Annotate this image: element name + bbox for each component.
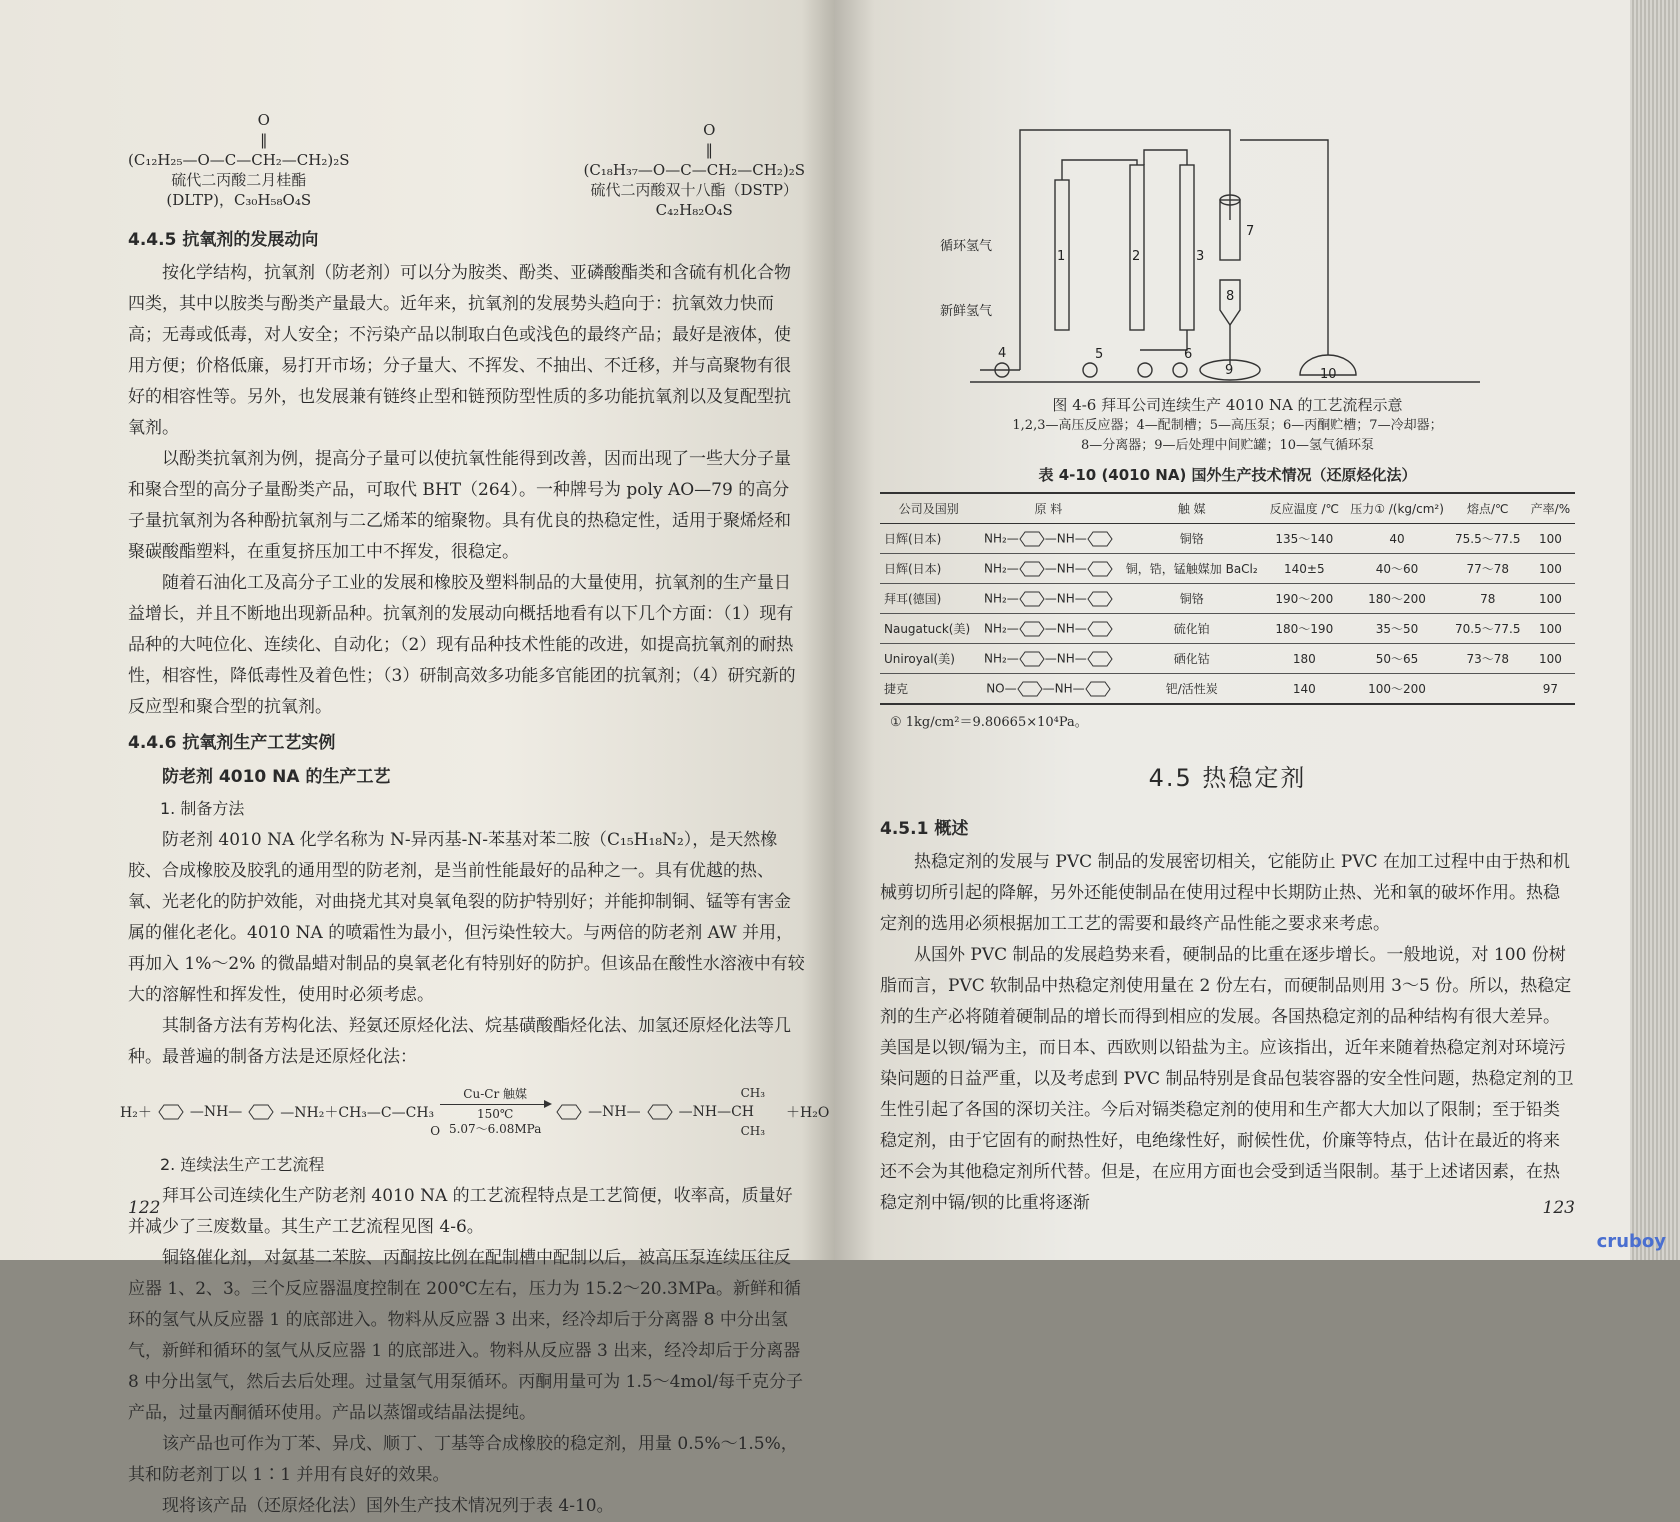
num-2: 2 <box>1132 249 1141 264</box>
cell-material <box>978 614 1120 644</box>
cell-company: 日辉(日本) <box>880 524 978 554</box>
cell-temperature: 140 <box>1264 674 1344 705</box>
material-prefix: NH₂— <box>983 531 1019 545</box>
paragraph: 拜耳公司连续化生产防老剂 4010 NA 的工艺流程特点是工艺简便，收率高，质量好并减少了三废数量。其生产工艺流程见图 4-6。 <box>128 1186 793 1237</box>
cell-yield: 100 <box>1526 584 1575 614</box>
table-header: 反应温度 /℃ <box>1264 493 1344 524</box>
production-table <box>880 492 1575 705</box>
cell-catalyst: 铜铬 <box>1119 524 1264 554</box>
tank-6 <box>1173 363 1187 377</box>
table-header: 熔点/℃ <box>1450 493 1526 524</box>
table-footnote: ① 1kg/cm²＝9.80665×10⁴Pa。 <box>890 715 1088 730</box>
cell-catalyst: 铜，锆，锰触媒加 BaCl₂ <box>1119 554 1264 584</box>
cell-material <box>978 674 1120 705</box>
benzene-ring-icon <box>158 1104 184 1120</box>
cell-material <box>978 554 1120 584</box>
eq-pressure: 5.07～6.08MPa <box>448 1122 542 1136</box>
table-row <box>880 584 1575 614</box>
pump-5 <box>1083 363 1097 377</box>
cell-catalyst: 硫化铂 <box>1119 614 1264 644</box>
section-heading-4-5-1: 4.5.1 概述 <box>880 819 969 839</box>
table-row <box>880 554 1575 584</box>
eq-h2: H₂＋ <box>120 1105 152 1121</box>
cell-material <box>978 584 1120 614</box>
eq-carbonyl-o: O <box>430 1124 441 1138</box>
material-prefix: NH₂— <box>983 651 1019 665</box>
paragraph: 按化学结构，抗氧剂（防老剂）可以分为胺类、酚类、亚磷酸酯类和含硫有机化合物四类，其中以胺类与酚类产量最大。近年来，抗氧剂的发展势头趋向于：抗氧效力快而高；无毒或低毒，对人安全；不污染产品以制取白色或浅色的最终产品；最好是液体，使用方便；价格低廉，易打开市场；分子量大、不挥发、不抽出、不迁移，并与高聚物有很好的相容性等。另外，也发展兼有链终止型和链预防型性质的多功能抗氧剂以及复配型抗氧剂。 <box>128 263 791 438</box>
eq-acetone-group <box>280 1102 441 1138</box>
material-link: —NH— <box>1042 681 1085 695</box>
reaction-equation <box>120 1086 830 1138</box>
cell-temperature: 180 <box>1264 644 1344 674</box>
paragraph: 从国外 PVC 制品的发展趋势来看，硬制品的比重在逐步增长。一般地说，对 100 份树脂而言，PVC 软制品中热稳定剂使用量在 2 份左右，而硬制品则用 3～5 份。所以，热稳定剂的生产必将随着硬制品的增长而得到相应的发展。各国热稳定剂的品种结构有很大差异。美国是以钡/镉为主，而日本、西欧则以铅盐为主。应该指出，近年来随着热稳定剂对环境污染问题的日益严重，以及考虑到 PVC 制品特别是食品包装容器的安全性问题，热稳定剂的卫生性引起了各国的深切关注。今后对镉类稳定剂的使用和生产都大大加以了限制；至于铅类稳定剂，由于它固有的耐热性好，电绝缘性好，耐候性优，价廉等特点，估计在最近的将来还不会为其他稳定剂所代替。但是，在应用方面也会受到适当限制。基于上述诸因素，在热稳定剂中镉/钡的比重将逐渐 <box>880 945 1574 1213</box>
eq-water: ＋H₂O <box>786 1105 830 1121</box>
section-heading-4-4-6: 4.4.6 抗氧剂生产工艺实例 <box>128 733 336 753</box>
material-link: —NH— <box>1044 651 1087 665</box>
cell-catalyst: 铜铬 <box>1119 584 1264 614</box>
table-body <box>880 524 1575 705</box>
formula-dstp-structure: (C₁₈H₃₇—O—C—CH₂—CH₂)₂S <box>583 161 805 179</box>
cell-yield: 100 <box>1526 524 1575 554</box>
cell-melting-point: 78 <box>1450 584 1526 614</box>
num-6: 6 <box>1184 347 1193 362</box>
benzene-ring-icon <box>1019 591 1045 607</box>
cell-melting-point: 70.5～77.5 <box>1450 614 1526 644</box>
material-link: —NH— <box>1044 591 1087 605</box>
eq-ch3-bottom: CH₃ <box>740 1124 766 1138</box>
left-page <box>0 0 835 1516</box>
page-number: 122 <box>128 1198 161 1218</box>
thiodipropionate-formulas <box>128 110 805 220</box>
cell-pressure: 40～60 <box>1344 554 1449 584</box>
benzene-ring-icon <box>1017 681 1043 697</box>
benzene-ring-icon <box>1087 531 1113 547</box>
cell-yield: 97 <box>1526 674 1575 705</box>
num-5: 5 <box>1095 347 1104 362</box>
item-heading: 1. 制备方法 <box>160 799 245 818</box>
eq-catalyst: Cu-Cr 触媒 <box>463 1087 527 1101</box>
watermark: cruboy <box>1596 1231 1666 1252</box>
eq-isopropyl-group <box>678 1086 766 1138</box>
formula-dltp-name: 硫代二丙酸二月桂酯 <box>171 171 307 189</box>
benzene-ring-icon <box>1085 681 1111 697</box>
eq-nh: —NH— <box>189 1104 243 1120</box>
eq-nh-ch: —NH—CH <box>678 1104 755 1120</box>
cell-temperature: 135～140 <box>1264 524 1344 554</box>
benzene-ring-icon <box>647 1104 673 1120</box>
page-number: 123 <box>1542 1198 1575 1218</box>
num-1: 1 <box>1057 249 1066 264</box>
table-header: 产率/% <box>1526 493 1575 524</box>
benzene-ring-icon <box>1019 621 1045 637</box>
table-header: 压力① /(kg/cm²) <box>1344 493 1449 524</box>
cell-yield: 100 <box>1526 644 1575 674</box>
paragraph: 现将该产品（还原烃化法）国外生产技术情况列于表 4-10。 <box>162 1496 614 1516</box>
cell-company: 捷克 <box>880 674 978 705</box>
section-heading-4-4-5: 4.4.5 抗氧剂的发展动向 <box>128 230 319 250</box>
num-8: 8 <box>1226 289 1235 304</box>
cell-catalyst: 硒化钴 <box>1119 644 1264 674</box>
page-edges <box>1630 0 1680 1260</box>
material-link: —NH— <box>1044 561 1087 575</box>
table-row <box>880 644 1575 674</box>
table-row <box>880 524 1575 554</box>
eq-ch3-top: CH₃ <box>740 1086 766 1100</box>
eq-nh: —NH— <box>588 1104 641 1120</box>
cell-temperature: 140±5 <box>1264 554 1344 584</box>
material-prefix: NO— <box>986 681 1017 695</box>
cell-melting-point: 73～78 <box>1450 644 1526 674</box>
label-cycle-hydrogen: 循环氢气 <box>940 239 993 254</box>
table-header: 原 料 <box>978 493 1120 524</box>
figure-legend: 8—分离器；9—后处理中间贮罐；10—氢气循环泵 <box>1080 438 1375 453</box>
material-prefix: NH₂— <box>983 621 1019 635</box>
benzene-ring-icon <box>1019 651 1045 667</box>
subsection-title: 防老剂 4010 NA 的生产工艺 <box>162 767 391 787</box>
benzene-ring-icon <box>1019 561 1045 577</box>
cell-material <box>978 524 1120 554</box>
cell-pressure: 100～200 <box>1344 674 1449 705</box>
table-header: 触 媒 <box>1119 493 1264 524</box>
cell-company: 日辉(日本) <box>880 554 978 584</box>
reactor-2 <box>1130 165 1144 330</box>
cell-yield: 100 <box>1526 554 1575 584</box>
formula-dltp: O ‖ (C₁₂H₂₅—O—C—CH₂—CH₂)₂S 硫代二丙酸二月桂酯 (DLTP)，C₃₀H₅₈O₄S <box>128 111 350 209</box>
formula-dltp-sub: (DLTP)，C₃₀H₅₈O₄S <box>166 191 312 209</box>
benzene-ring-icon <box>1087 561 1113 577</box>
num-4: 4 <box>998 346 1007 361</box>
cell-yield: 100 <box>1526 614 1575 644</box>
num-9: 9 <box>1225 363 1234 378</box>
material-link: —NH— <box>1044 621 1087 635</box>
cell-pressure: 35～50 <box>1344 614 1449 644</box>
cell-company: Naugatuck(美) <box>880 614 978 644</box>
material-prefix: NH₂— <box>983 591 1019 605</box>
paragraph: 其制备方法有芳构化法、羟氨还原烃化法、烷基磺酸酯烃化法、加氢还原烃化法等几种。最普遍的制备方法是还原烃化法： <box>128 1016 791 1067</box>
table-header-row <box>880 493 1575 524</box>
benzene-ring-icon <box>1087 591 1113 607</box>
paragraph: 随着石油化工及高分子工业的发展和橡胶及塑料制品的大量使用，抗氧剂的生产量日益增长，并且不断地出现新品种。抗氧剂的发展动向概括地看有以下几个方面：（1）现有品种的大吨位化、连续化、自动化；（2）现有品种技术性能的改进，如提高抗氧剂的耐热性，相容性，降低毒性及着色性；（3）研制高效多功能多官能团的抗氧剂；（4）研究新的反应型和聚合型的抗氧剂。 <box>128 573 796 717</box>
table-row <box>880 674 1575 705</box>
benzene-ring-icon <box>1087 621 1113 637</box>
benzene-ring-icon <box>556 1104 582 1120</box>
num-10: 10 <box>1320 367 1337 382</box>
num-7: 7 <box>1246 224 1255 239</box>
cell-company: 拜耳(德国) <box>880 584 978 614</box>
reaction-arrow <box>440 1087 550 1137</box>
cell-melting-point <box>1450 674 1526 705</box>
formula-dstp-name: 硫代二丙酸双十八酯（DSTP） <box>590 181 798 199</box>
cell-melting-point: 75.5～77.5 <box>1450 524 1526 554</box>
figure-legend: 1,2,3—高压反应器；4—配制槽；5—高压泵；6—丙酮贮槽；7—冷却器； <box>1012 418 1443 433</box>
process-flow-diagram <box>940 120 1500 390</box>
material-prefix: NH₂— <box>983 561 1019 575</box>
cell-temperature: 180～190 <box>1264 614 1344 644</box>
formula-dstp-sub: C₄₂H₈₂O₄S <box>655 201 733 219</box>
label-fresh-hydrogen: 新鲜氢气 <box>940 304 993 319</box>
reactor-3 <box>1180 165 1194 330</box>
table-caption: 表 4-10 (4010 NA) 国外生产技术情况（还原烃化法） <box>1038 466 1417 484</box>
item-heading: 2. 连续法生产工艺流程 <box>160 1155 325 1174</box>
material-link: —NH— <box>1044 531 1087 545</box>
paragraph: 铜铬催化剂，对氨基二苯胺、丙酮按比例在配制槽中配制以后，被高压泵连续压往反应器 1、2、3。三个反应器温度控制在 200℃左右，压力为 15.2～20.3MPa。新鲜和循环的氢气从反应器 1 的底部进入。物料从反应器 3 出来，经冷却后于分离器 8 中分出氢气，新鲜和循环的氢气从反应器 1 的底部进入。物料从反应器 3 出来，经冷却后于分离器 8 中分出氢气，然后去后处理。过量氢气用泵循环。丙酮用量可为 1.5～4mol/每千克分子产品，过量丙酮循环使用。产品以蒸馏或结晶法提纯。 <box>128 1248 803 1423</box>
eq-acetone: —NH₂＋CH₃—C—CH₃ <box>280 1105 435 1121</box>
cell-catalyst: 钯/活性炭 <box>1119 674 1264 705</box>
figure-caption: 图 4-6 拜耳公司连续生产 4010 NA 的工艺流程示意 <box>1052 396 1403 414</box>
section-title-4-5: 4.5 热稳定剂 <box>1148 764 1307 792</box>
cell-material <box>978 644 1120 674</box>
cell-company: Uniroyal(美) <box>880 644 978 674</box>
paragraph: 热稳定剂的发展与 PVC 制品的发展密切相关，它能防止 PVC 在加工过程中由于热和机械剪切所引起的降解，另外还能使制品在使用过程中长期防止热、光和氧的破坏作用。热稳定剂的选用必须根据加工工艺的需要和最终产品性能之要求来考虑。 <box>880 852 1571 934</box>
num-3: 3 <box>1196 249 1205 264</box>
eq-temperature: 150℃ <box>476 1107 514 1121</box>
paragraph: 以酚类抗氧剂为例，提高分子量可以使抗氧性能得到改善，因而出现了一些大分子量和聚合型的高分子量酚类产品，可取代 BHT（264）。一种牌号为 poly AO—79 的高分子量抗氧剂为各种酚抗氧剂与二乙烯苯的缩聚物。具有优良的热稳定性，适用于聚烯烃和聚碳酸酯塑料，在重复挤压加工中不挥发，很稳定。 <box>128 449 791 562</box>
table-header: 公司及国别 <box>880 493 978 524</box>
right-page <box>835 0 1635 1260</box>
paragraph: 防老剂 4010 NA 化学名称为 N-异丙基-N-苯基对苯二胺（C₁₅H₁₈N₂），是天然橡胶、合成橡胶及胶乳的通用型的防老剂，是当前性能最好的品种之一。具有优越的热、氧、光老化的防护效能，对曲挠尤其对臭氧龟裂的防护特别好；并能抑制铜、锰等有害金属的催化老化。4010 NA 的喷霜性为最小，但污染性较大。与两倍的防老剂 AW 并用，再加入 1%～2% 的微晶蜡对制品的臭氧老化有特别好的防护。但该品在酸性水溶液中有较大的溶解性和挥发性，使用时必须考虑。 <box>128 830 805 1005</box>
cell-pressure: 40 <box>1344 524 1449 554</box>
paragraph: 该产品也可作为丁苯、异戊、顺丁、丁基等合成橡胶的稳定剂，用量 0.5%～1.5%，其和防老剂丁以 1∶1 并用有良好的效果。 <box>128 1434 798 1485</box>
cell-pressure: 50～65 <box>1344 644 1449 674</box>
cell-temperature: 190～200 <box>1264 584 1344 614</box>
table-row <box>880 614 1575 644</box>
benzene-ring-icon <box>1019 531 1045 547</box>
cell-melting-point: 77～78 <box>1450 554 1526 584</box>
benzene-ring-icon <box>248 1104 274 1120</box>
formula-dltp-structure: (C₁₂H₂₅—O—C—CH₂—CH₂)₂S <box>128 151 350 169</box>
benzene-ring-icon <box>1087 651 1113 667</box>
cell-pressure: 180～200 <box>1344 584 1449 614</box>
formula-dstp: O ‖ (C₁₈H₃₇—O—C—CH₂—CH₂)₂S 硫代二丙酸双十八酯（DSTP） C₄₂H₈₂O₄S <box>583 121 805 219</box>
